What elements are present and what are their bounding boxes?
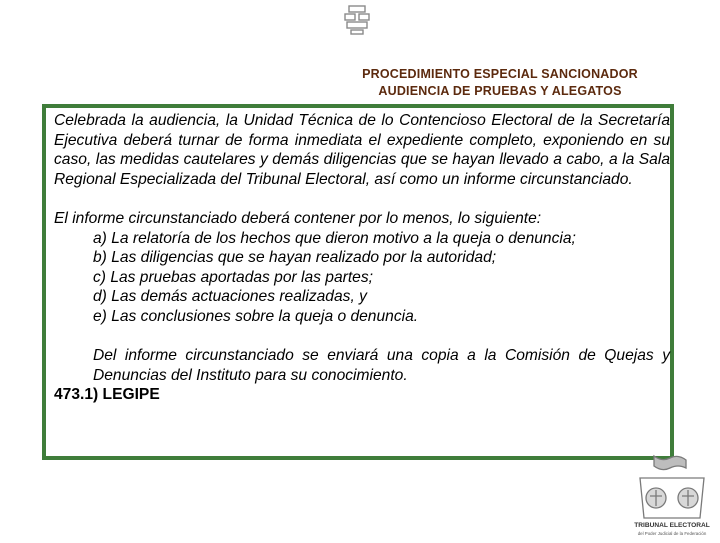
content-text: [54, 111, 670, 405]
paragraph-3: Del informe circunstanciado se enviará una copia a la Comisión de Quejas y Denuncias del Instituto para su conocimiento.: [93, 347, 670, 384]
list-item: b) Las diligencias que se hayan realizado por la autoridad;: [93, 249, 497, 266]
header-subtitle: AUDIENCIA DE PRUEBAS Y ALEGATOS: [378, 84, 622, 98]
paragraph-1: Celebrada la audiencia, la Unidad Técnica de lo Contencioso Electoral de la Secretaría Ejecutiva deberá turnar de forma inmediata el expediente completo, exponiendo en su caso, las medidas cautelares y demás diligencias que se hayan llevado a cabo, a la Sala Regional Especializada del Tribunal Electoral, así como un informe circunstanciado.: [54, 112, 670, 188]
logo-text-line1: TRIBUNAL ELECTORAL: [634, 522, 710, 529]
requirements-list: [54, 229, 670, 327]
legal-reference: 473.1) LEGIPE: [54, 386, 160, 403]
top-logo-icon: [343, 4, 371, 36]
list-item: e) Las conclusiones sobre la queja o denuncia.: [93, 307, 419, 325]
slide-header: [330, 66, 670, 100]
paragraph-2-intro: El informe circunstanciado deberá contener por lo menos, lo siguiente:: [54, 210, 542, 227]
list-item: c) Las pruebas aportadas por las partes;: [93, 268, 373, 286]
header-title: PROCEDIMIENTO ESPECIAL SANCIONADOR: [362, 67, 638, 81]
content-box: [42, 104, 674, 460]
tribunal-logo: [626, 452, 718, 538]
list-item: d) Las demás actuaciones realizadas, y: [93, 288, 367, 305]
logo-text-line2: del Poder Judicial de la Federación: [637, 531, 707, 536]
list-item: a) La relatoría de los hechos que dieron motivo a la queja o denuncia;: [93, 229, 576, 247]
